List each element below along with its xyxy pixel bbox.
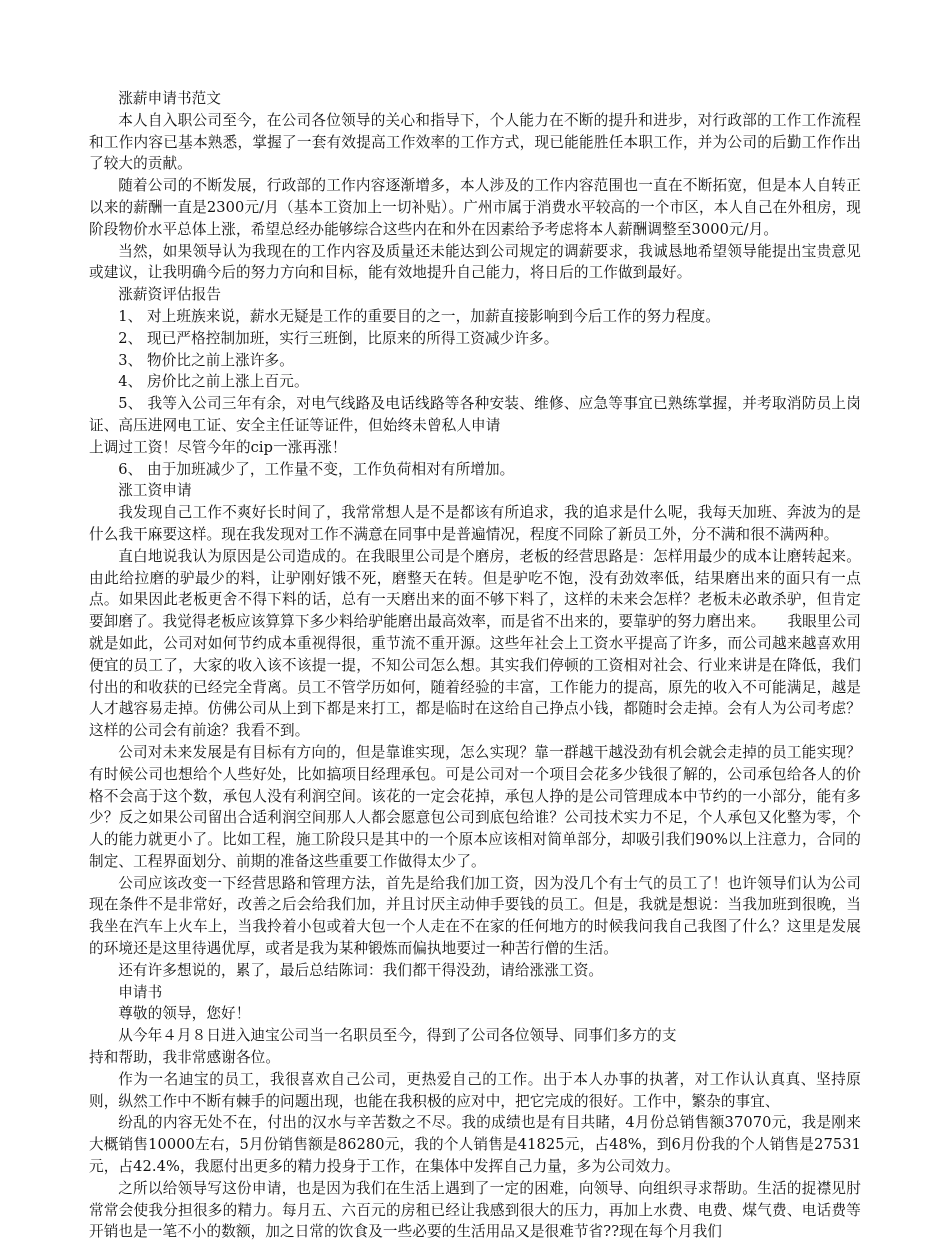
list-item: 5、 我等入公司三年有余，对电气线路及电话线路等各种安装、维修、应急等事宜已熟练掌握，并考取消防员上岗证、高压进网电工证、安全主任证等证件，但始终未曾私人申请	[89, 395, 861, 434]
paragraph: 随着公司的不断发展，行政部的工作内容逐渐增多，本人涉及的工作内容范围也一直在不断拓宽，但是本人自转正以来的薪酬一直是2300元/月（基本工资加上一切补贴）。广州市属于消费水平较高的一个市区，本人自己在外租房，现阶段物价水平总体上涨，希望总经办能够综合这些内在和外在因素给予考虑将本人薪酬调整至3000元/月。	[89, 177, 861, 238]
paragraph: 从今年４月８日进入迪宝公司当一名职员至今，得到了公司各位领导、同事们多方的支	[118, 1027, 677, 1045]
list-item: 3、 物价比之前上涨许多。	[118, 351, 294, 369]
paragraph: 本人自入职公司至今，在公司各位领导的关心和指导下，个人能力在不断的提升和进步，对行政部的工作工作流程和工作内容已基本熟悉，掌握了一套有效提高工作效率的工作方式，现已能能胜任本职工作，并为公司的后勤工作作出了较大的贡献。	[89, 111, 861, 173]
paragraph: 纷乱的内容无处不在，付出的汉水与辛苦数之不尽。我的成绩也是有目共睹，4月份总销售额37070元，我是刚来大概销售10000左右，5月份销售额是86280元，我的个人销售是41825元，占48%，到6月份我的个人销售是27531元，占42.4%，我愿付出更多的精力投身于工作，在集体中发挥自己力量，多为公司效力。	[89, 1114, 861, 1176]
paragraph: 还有许多想说的，累了，最后总结陈词：我们都干得没劲，请给涨涨工资。	[118, 961, 604, 979]
section-heading: 申请书	[118, 983, 163, 1001]
paragraph: 我发现自己工作不爽好长时间了，我常常想人是不是都该有所追求，我的追求是什么呢，我每天加班、奔波为的是什么我干麻要这样。现在我发现对工作不满意在同事中是普遍情况，程度不同除了新员工外，分不满和很不满两种。	[89, 504, 861, 543]
section-heading: 涨薪资评估报告	[118, 286, 222, 304]
list-item: 6、 由于加班减少了，工作量不变，工作负荷相对有所增加。	[118, 460, 515, 478]
list-item: 1、 对上班族来说，薪水无疑是工作的重要目的之一，加薪直接影响到今后工作的努力程度。	[118, 307, 721, 325]
document-title: 涨薪申请书范文	[118, 90, 222, 107]
section-heading: 涨工资申请	[118, 482, 192, 500]
paragraph: 直白地说我认为原因是公司造成的。在我眼里公司是个磨房，老板的经营思路是：怎样用最少的成本让磨转起来。由此给拉磨的驴最少的料，让驴刚好饿不死，磨整天在转。但是驴吃不饱，没有劲效率低，结果磨出来的面只有一点点。如果因此老板更舍不得下料的话，总有一天磨出来的面不够下料了，这样的未来会怎样？老板未必敢杀驴，但肯定要卸磨了。我觉得老板应该算算下多少料给驴能磨出最高效率，而是省不出来的，要靠驴的努力磨出来。 我眼里公司就是如此，公司对如何节约成本重视得很，重节流不重开源。这些年社会上工资水平提高了许多，而公司越来越喜欢用便宜的员工了，大家的收入该不该提一提，不知公司怎么想。其实我们停顿的工资相对社会、行业来讲是在降低，我们付出的和收获的已经完全背离。员工不管学历如何，随着经验的丰富，工作能力的提高，原先的收入不可能满足，越是人才越容易走掉。仿佛公司从上到下都是来打工，都是临时在这给自己挣点小钱，都随时会走掉。会有人为公司考虑？这样的公司会有前途？我看不到。	[89, 547, 861, 740]
list-item-continuation: 上调过工资！尽管今年的cip一涨再涨！	[89, 438, 347, 456]
paragraph: 作为一名迪宝的员工，我很喜欢自己公司，更热爱自己的工作。出于本人办事的执著，对工作认认真真、坚持原则，纵然工作中不断有棘手的问题出现，也能在我积极的应对中，把它完成的很好。工作中，繁杂的事宜、	[89, 1070, 861, 1110]
salutation: 尊敬的领导，您好！	[118, 1005, 251, 1023]
paragraph: 公司应该改变一下经营思路和管理方法，首先是给我们加工资，因为没几个有士气的员工了！也许领导们认为公司现在条件不是非常好，改善之后会给我们加，并且讨厌主动伸手要钱的员工。但是，我就是想说：当我加班到很晚，当我坐在汽车上火车上，当我拎着小包或着大包一个人走在不在家的任何地方的时候我问我自己我图了什么？这里是发展的环境还是这里待遇优厚，或者是我为某种锻炼而偏执地要过一种苦行僧的生活。	[89, 874, 861, 958]
list-item: 4、 房价比之前上涨上百元。	[118, 373, 309, 391]
paragraph: 公司对未来发展是有目标有方向的，但是靠谁实现，怎么实现？靠一群越干越没劲有机会就会走掉的员工能实现？有时候公司也想给个人些好处，比如搞项目经理承包。可是公司对一个项目会花多少钱很了解的，公司承包给各人的价格不会高于这个数，承包人没有利润空间。该花的一定会花掉，承包人挣的是公司管理成本中节约的一小部分，能有多少？反之如果公司留出合适利润空间那人人都会愿意包公司到底包给谁？公司技术实力不足，个人承包又化整为零，个人的能力就更小了。比如工程，施工阶段只是其中的一个原本应该相对简单部分，却吸引我们90%以上注意力，合同的制定、工程界面划分、前期的准备这些重要工作做得太少了。	[89, 743, 861, 870]
list-item: 2、 现已严格控制加班，实行三班倒，比原来的所得工资减少许多。	[118, 329, 559, 347]
paragraph: 当然，如果领导认为我现在的工作内容及质量还未能达到公司规定的调薪要求，我诚恳地希望领导能提出宝贵意见或建议，让我明确今后的努力方向和目标，能有效地提升自己能力，将日后的工作做到最好。	[89, 242, 861, 282]
paragraph-continuation: 持和帮助，我非常感谢各位。	[89, 1049, 281, 1067]
paragraph: 之所以给领导写这份申请，也是因为我们在生活上遇到了一定的困难，向领导、向组织寻求帮助。生活的捉襟见肘常常会使我分担很多的精力。每月五、六百元的房租已经让我感到很大的压力，再加上水费、电费、煤气费、电话费等开销也是一笔不小的数额，加之日常的饮食及一些必要的生活用品又是很难节省??现在每个月我们	[89, 1179, 861, 1241]
document-page	[89, 88, 861, 1243]
